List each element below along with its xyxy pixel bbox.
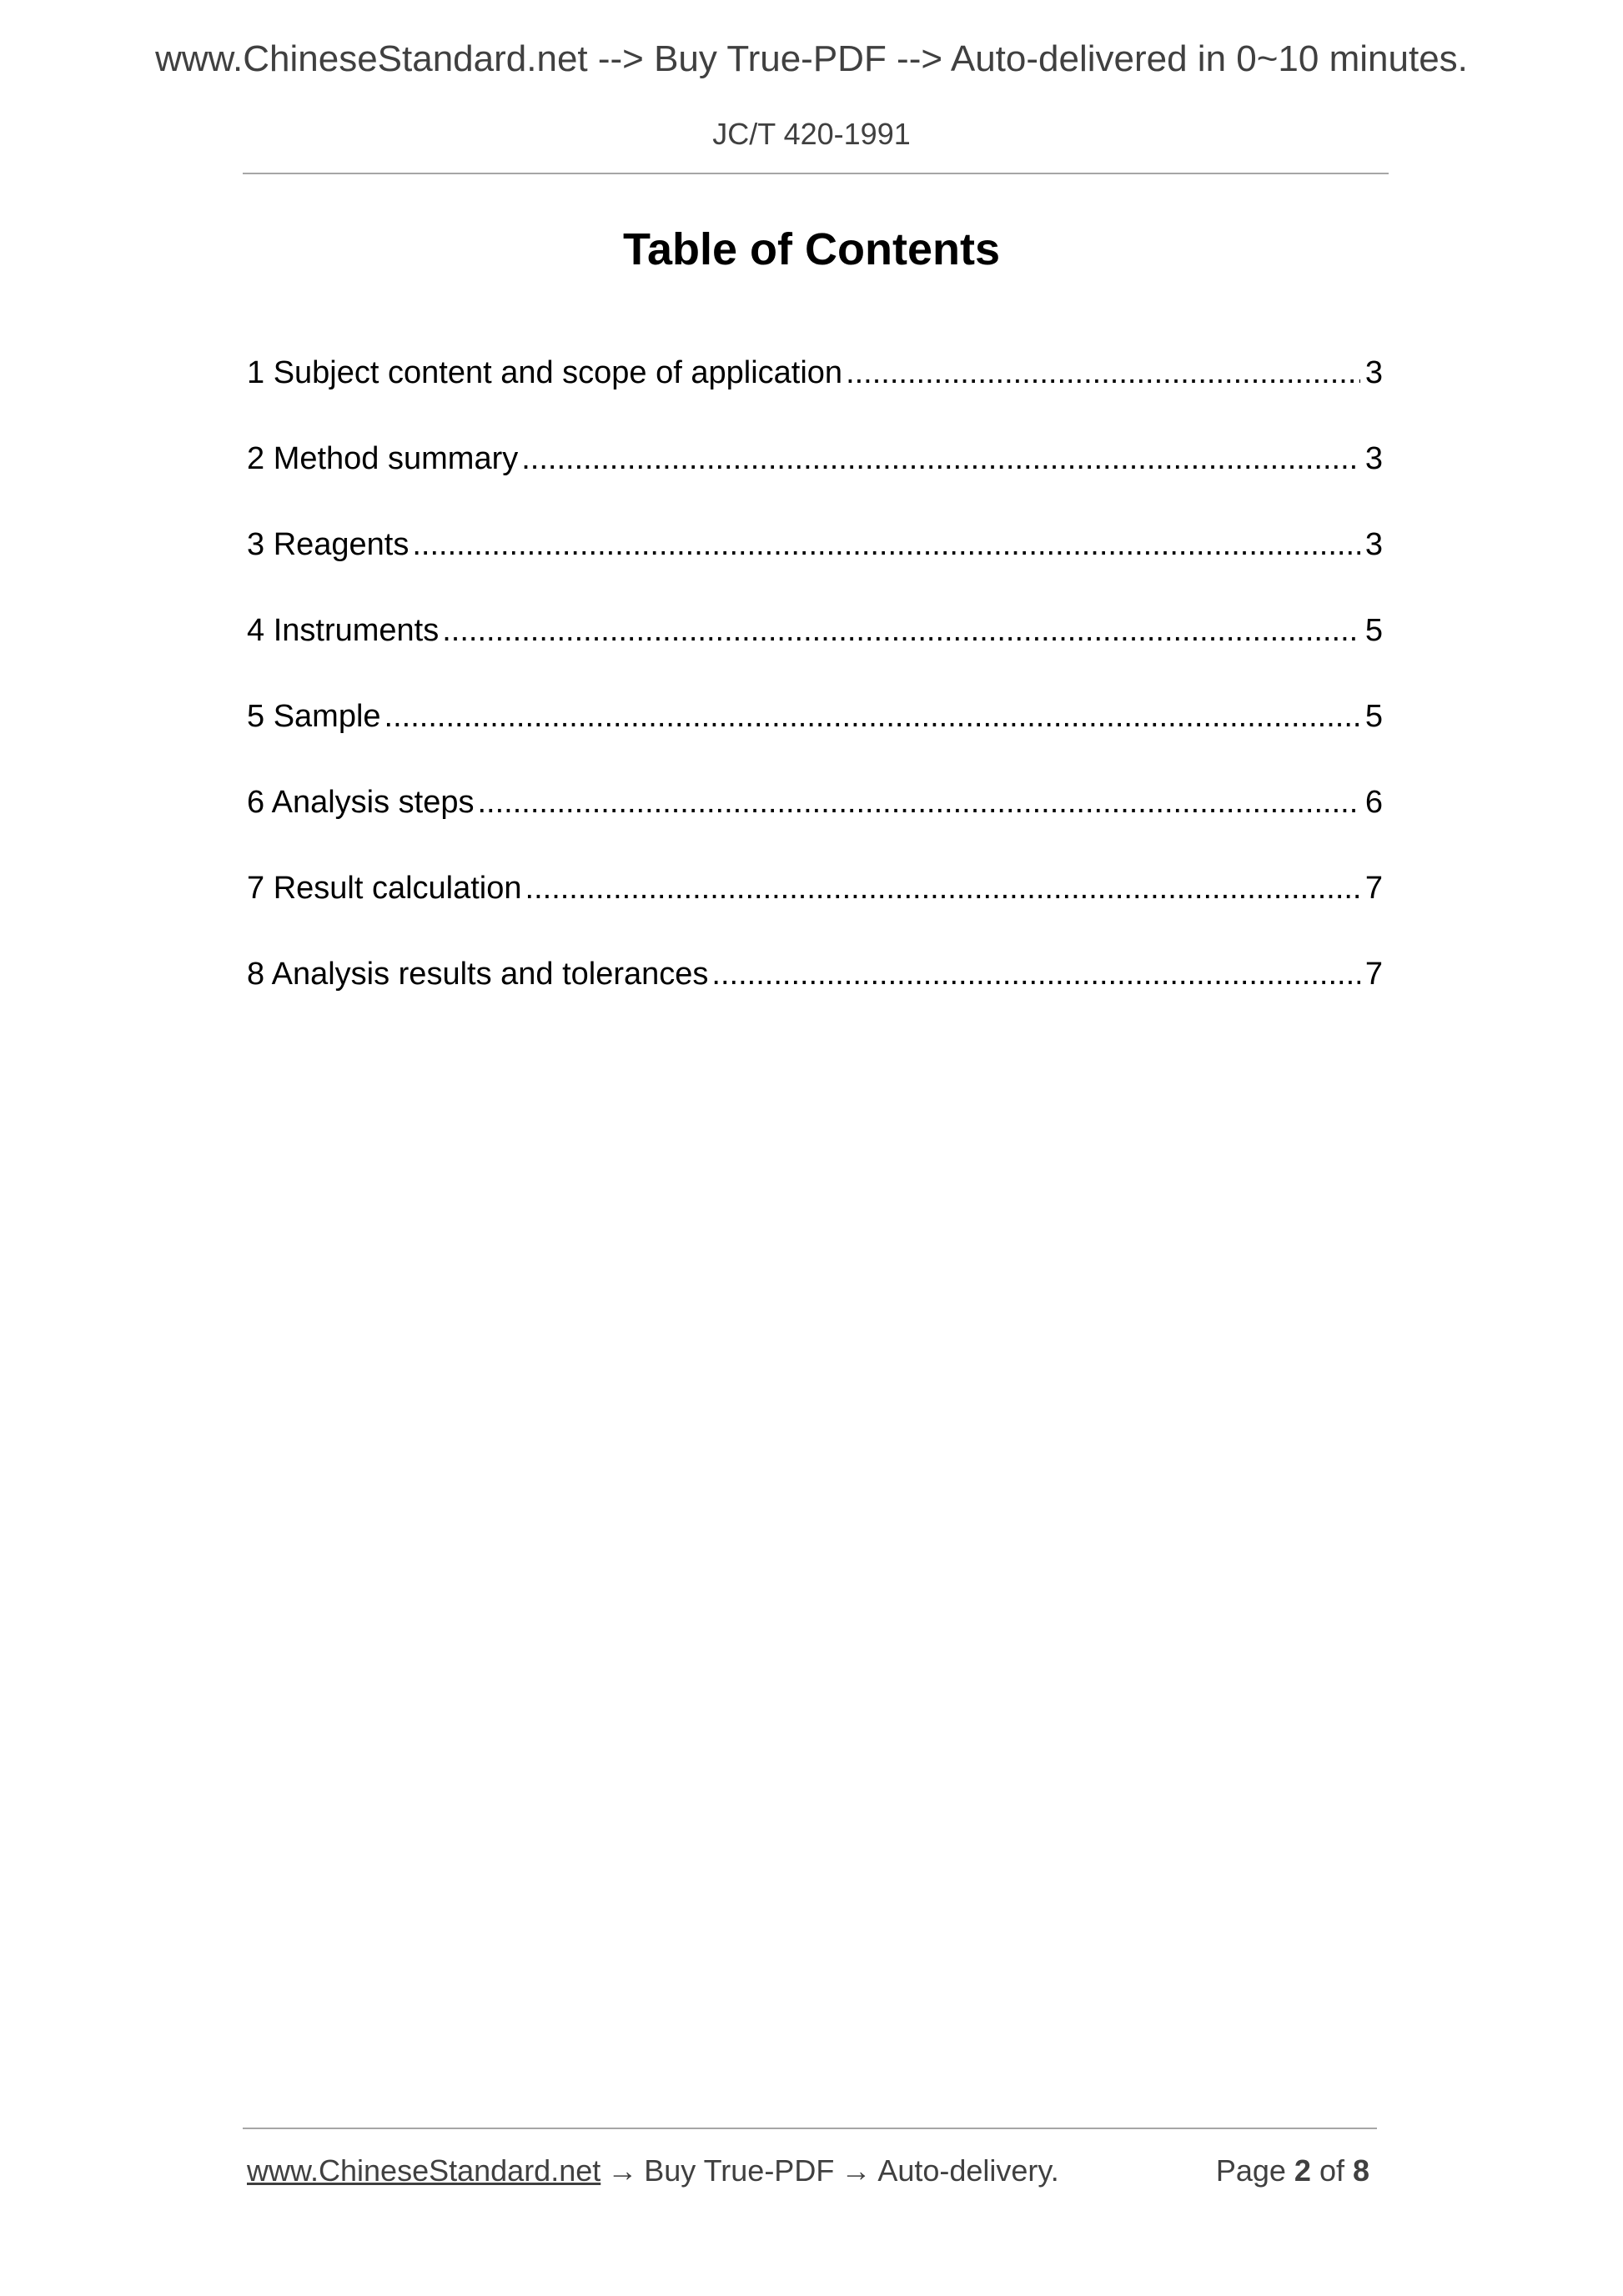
- toc-entry[interactable]: [247, 957, 1383, 1042]
- arrow-right-icon: →: [607, 2153, 638, 2188]
- footer-site-link[interactable]: www.ChineseStandard.net: [247, 2153, 601, 2188]
- total-pages-number: 8: [1352, 2153, 1369, 2188]
- toc-leader-dots: [525, 871, 1360, 907]
- toc-entry-page: 3: [1364, 355, 1383, 390]
- toc-entry-page: 3: [1364, 527, 1383, 562]
- toc-entry-page: 5: [1364, 613, 1383, 648]
- toc-entry-page: 7: [1364, 871, 1383, 906]
- header-banner: www.ChineseStandard.net --> Buy True-PDF --> Auto-delivered in 0~10 minutes.: [155, 38, 1468, 79]
- toc-entry-label: 6 Analysis steps: [247, 785, 475, 820]
- toc-entry-label: 2 Method summary: [247, 441, 519, 476]
- toc-entry-page: 7: [1364, 957, 1383, 992]
- toc-leader-dots: [711, 957, 1359, 992]
- toc-entry[interactable]: [247, 699, 1383, 785]
- toc-entry-label: 4 Instruments: [247, 613, 440, 648]
- toc-entry-label: 7 Result calculation: [247, 871, 522, 906]
- toc-entry-label: 8 Analysis results and tolerances: [247, 957, 709, 992]
- toc-entry[interactable]: [247, 613, 1383, 699]
- toc-leader-dots: [412, 527, 1359, 563]
- footer-delivery-text: Auto-delivery.: [877, 2153, 1059, 2188]
- toc-entry-label: 5 Sample: [247, 699, 381, 734]
- toc-leader-dots: [442, 613, 1360, 649]
- arrow-right-icon: →: [841, 2153, 872, 2188]
- table-of-contents: [247, 355, 1383, 1042]
- toc-title: Table of Contents: [623, 224, 1000, 274]
- toc-entry[interactable]: [247, 441, 1383, 527]
- toc-entry-page: 5: [1364, 699, 1383, 734]
- toc-entry[interactable]: [247, 355, 1383, 441]
- toc-leader-dots: [846, 355, 1360, 391]
- standard-code: JC/T 420-1991: [712, 117, 911, 151]
- footer-divider: [243, 2128, 1377, 2129]
- page-indicator: [1216, 2153, 1378, 2188]
- toc-leader-dots: [384, 699, 1360, 735]
- toc-entry[interactable]: [247, 785, 1383, 871]
- toc-entry[interactable]: [247, 871, 1383, 957]
- page-label: Page: [1215, 2153, 1286, 2188]
- toc-entry-label: 3 Reagents: [247, 527, 410, 562]
- toc-entry-page: 6: [1364, 785, 1383, 820]
- current-page-number: 2: [1294, 2153, 1311, 2188]
- footer-links: [247, 2153, 1059, 2188]
- toc-entry-page: 3: [1364, 441, 1383, 476]
- toc-entry-label: 1 Subject content and scope of application: [247, 355, 843, 390]
- toc-entry[interactable]: [247, 527, 1383, 613]
- page-footer: [247, 2153, 1378, 2188]
- of-label: of: [1319, 2153, 1344, 2188]
- toc-leader-dots: [477, 785, 1359, 821]
- footer-buy-text: Buy True-PDF: [644, 2153, 835, 2188]
- header-divider: [243, 173, 1389, 174]
- toc-leader-dots: [521, 441, 1360, 477]
